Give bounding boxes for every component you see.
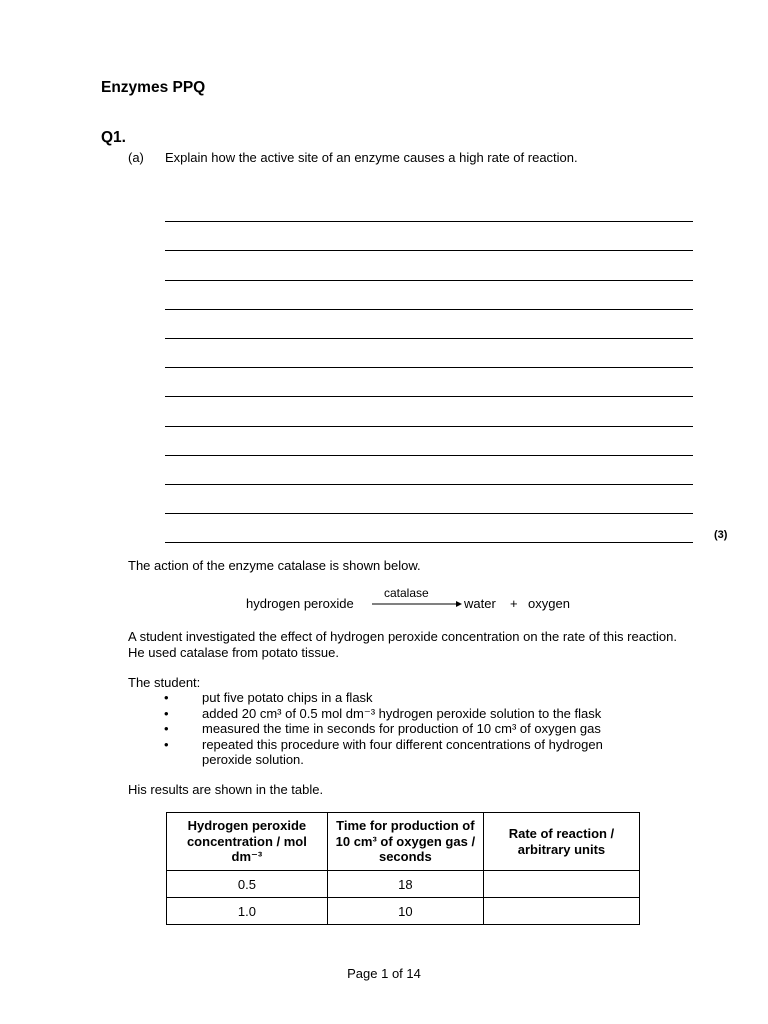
- reaction-equation: [246, 586, 586, 616]
- column-header-concentration: Hydrogen peroxide concentration / mol dm⁻³: [167, 813, 328, 871]
- answer-line[interactable]: [165, 339, 693, 368]
- answer-line[interactable]: [165, 281, 693, 310]
- bullet-icon: •: [164, 721, 169, 736]
- equation-reactant: hydrogen peroxide: [246, 596, 354, 611]
- part-a-label: (a): [128, 150, 144, 165]
- list-item-text: measured the time in seconds for production of 10 cm³ of oxygen gas: [202, 721, 601, 736]
- table-row: [167, 898, 640, 925]
- answer-line[interactable]: [165, 485, 693, 514]
- list-item-text: put five potato chips in a flask: [202, 690, 373, 705]
- investigation-description: A student investigated the effect of hydrogen peroxide concentration on the rate of this reaction. He used catalase from potato tissue.: [128, 629, 678, 660]
- equation-enzyme: catalase: [384, 586, 429, 600]
- answer-line[interactable]: [165, 456, 693, 485]
- answer-line[interactable]: [165, 397, 693, 426]
- page-footer: Page 1 of 14: [347, 966, 421, 981]
- answer-line[interactable]: [165, 251, 693, 280]
- part-a-question: Explain how the active site of an enzyme causes a high rate of reaction.: [165, 150, 578, 165]
- answer-line[interactable]: [165, 310, 693, 339]
- list-item: [164, 706, 642, 722]
- bullet-icon: •: [164, 705, 169, 721]
- list-item-text: repeated this procedure with four different concentrations of hydrogen peroxide solution.: [202, 736, 603, 767]
- table-cell-answer[interactable]: [483, 871, 639, 898]
- reaction-arrow-icon: [372, 599, 462, 609]
- list-item-text: added 20 cm³ of 0.5 mol dm⁻³ hydrogen peroxide solution to the flask: [202, 705, 602, 721]
- answer-line[interactable]: [165, 193, 693, 222]
- equation-product-oxygen: oxygen: [528, 596, 570, 611]
- list-item: [164, 737, 642, 768]
- table-cell: 18: [327, 871, 483, 898]
- table-cell: 10: [327, 898, 483, 925]
- column-header-rate: Rate of reaction / arbitrary units: [483, 813, 639, 871]
- results-intro: His results are shown in the table.: [128, 782, 324, 797]
- column-header-time: Time for production of 10 cm³ of oxygen gas / seconds: [327, 813, 483, 871]
- answer-line[interactable]: [165, 222, 693, 251]
- document-title: Enzymes PPQ: [101, 79, 206, 96]
- marks-allocation: (3): [714, 529, 728, 541]
- list-item: [164, 690, 642, 706]
- question-number: Q1.: [101, 129, 126, 146]
- answer-line[interactable]: [165, 514, 693, 543]
- table-cell-answer[interactable]: [483, 898, 639, 925]
- equation-plus: +: [510, 596, 518, 611]
- student-intro: The student:: [128, 675, 201, 690]
- table-cell: 1.0: [167, 898, 328, 925]
- answer-lines[interactable]: [165, 193, 693, 543]
- equation-product-water: water: [464, 596, 496, 611]
- catalase-intro: The action of the enzyme catalase is shown below.: [128, 558, 421, 573]
- bullet-icon: •: [164, 690, 169, 705]
- table-row: [167, 871, 640, 898]
- method-list: [164, 690, 642, 768]
- answer-line[interactable]: [165, 427, 693, 456]
- table-cell: 0.5: [167, 871, 328, 898]
- answer-line[interactable]: [165, 368, 693, 397]
- list-item: [164, 721, 642, 737]
- table-header-row: [167, 813, 640, 871]
- results-table: [166, 812, 640, 925]
- bullet-icon: •: [164, 736, 169, 752]
